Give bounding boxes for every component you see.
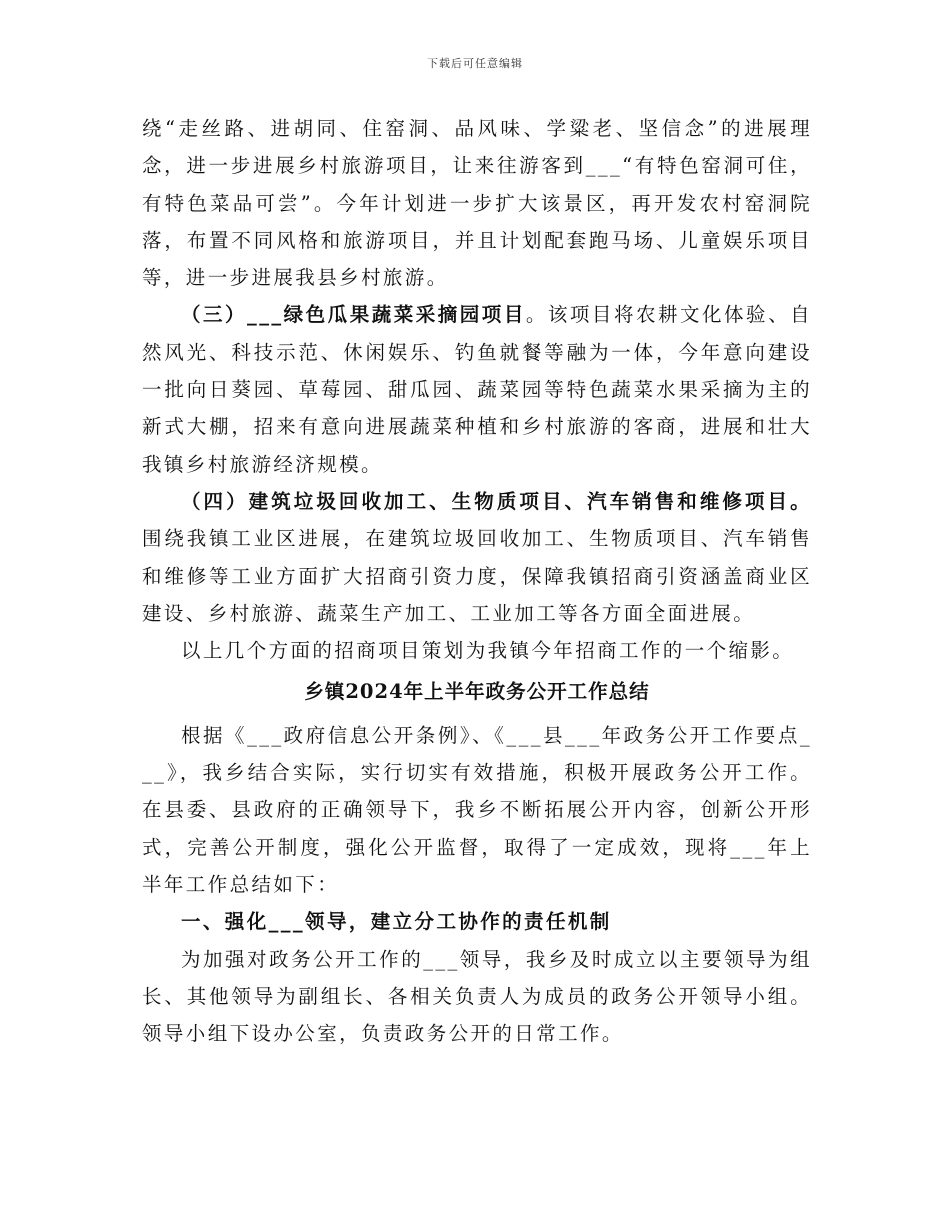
paragraph-text: 。该项目将农耕文化体验、自然风光、科技示范、休闲娱乐、钓鱼就餐等融为一体，今年意向建设一批向日葵园、草莓园、甜瓜园、蔬菜园等特色蔬菜水果采摘为主的新式大棚，招来有意向进展蔬菜种植和乡村旅游的客商，进展和壮大我镇乡村旅游经济规模。: [142, 303, 812, 476]
paragraph-industrial: [142, 483, 812, 632]
paragraph-heading: （四）建筑垃圾回收加工、生物质项目、汽车销售和维修项目。: [181, 489, 812, 513]
paragraph-fruit-garden: [142, 296, 812, 482]
paragraph-heading: （三）___绿色瓜果蔬菜采摘园项目: [181, 303, 526, 327]
paragraph-intro: 根据《___政府信息公开条例》、《___县___年政务公开工作要点___》，我乡结合实际，实行切实有效措施，积极开展政务公开工作。在县委、县政府的正确领导下，我乡不断拓展公开内容，创新公开形式，完善公开制度，强化公开监督，取得了一定成效，现将___年上半年工作总结如下：: [142, 723, 812, 896]
section-heading: 一、强化___领导，建立分工协作的责任机制: [181, 910, 612, 934]
paragraph-summary: 以上几个方面的招商项目策划为我镇今年招商工作的一个缩影。: [181, 639, 795, 663]
header-note: 下载后可任意编辑: [427, 57, 523, 70]
document-title: 乡镇2024年上半年政务公开工作总结: [304, 680, 650, 704]
paragraph-leadership: 为加强对政务公开工作的___领导，我乡及时成立以主要领导为组长、其他领导为副组长、各相关负责人为成员的政务公开领导小组。领导小组下设办公室，负责政务公开的日常工作。: [142, 947, 812, 1046]
paragraph-text: 围绕我镇工业区进展，在建筑垃圾回收加工、生物质项目、汽车销售和维修等工业方面扩大招商引资力度，保障我镇招商引资涵盖商业区建设、乡村旅游、蔬菜生产加工、工业加工等各方面全面进展。: [142, 527, 812, 625]
document-body: [142, 110, 812, 1052]
paragraph-tourism: 绕“走丝路、进胡同、住窑洞、品风味、学粱老、坚信念”的进展理念，进一步进展乡村旅游项目，让来往游客到___“有特色窑洞可住，有特色菜品可尝”。今年计划进一步扩大该景区，再开发农村窑洞院落，布置不同风格和旅游项目，并且计划配套跑马场、儿童娱乐项目等，进一步进展我县乡村旅游。: [142, 117, 812, 290]
